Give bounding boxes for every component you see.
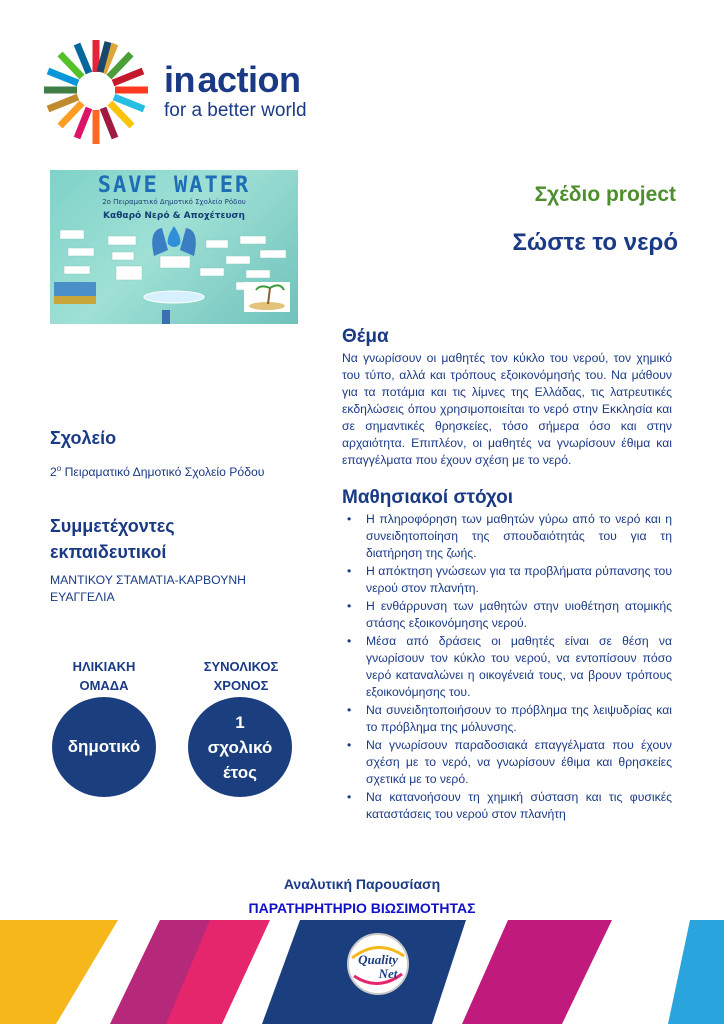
goal-text: Η ενθάρρυνση των μαθητών στην υιοθέτηση ατομικής στάσης εξοικονόμησης νερού.: [366, 599, 672, 630]
list-item: [347, 702, 672, 736]
project-title: Σώστε το νερό: [512, 229, 678, 256]
duration-value-line1: 1: [235, 712, 245, 732]
goal-text: Η πληροφόρηση των μαθητών γύρω από το νερό και η συνειδητοποίηση της σπουδαιότητάς του για τη διατήρηση της ζωής.: [366, 512, 672, 560]
school-heading: Σχολείο: [50, 428, 117, 448]
poster-strip: [162, 310, 170, 324]
duration-caption-line2: ΧΡΟΝΟΣ: [213, 678, 269, 693]
footer-presentation-label: Αναλυτική Παρουσίαση: [283, 876, 441, 892]
bullet-icon: •: [347, 512, 352, 526]
palm-island-icon: [244, 282, 290, 312]
duration-caption: [181, 657, 301, 695]
project-type-label: Σχέδιο project: [534, 183, 676, 206]
duration-caption-line1: ΣΥΝΟΛΙΚΟΣ: [203, 659, 279, 674]
school-name: [50, 460, 264, 481]
age-group-value: δημοτικό: [67, 737, 141, 756]
age-caption-line2: ΟΜΑΔΑ: [79, 678, 129, 693]
goal-text: Να κατανοήσουν τη χημική σύσταση και τις φυσικές καταστάσεις του νερού στον πλανήτη: [366, 790, 672, 821]
school-sup: ο: [56, 464, 62, 473]
bullet-icon: •: [347, 634, 352, 648]
goal-text: Η απόκτηση γνώσεων για τα προβλήματα ρύπανσης του νερού στον πλανήτη.: [366, 564, 672, 595]
footer-stripes: [0, 920, 724, 1024]
logo-title: [164, 59, 307, 100]
topic-heading: Θέμα: [342, 326, 389, 347]
goals-heading: Μαθησιακοί στόχοι: [342, 487, 513, 508]
logo-wordmark: [164, 59, 307, 122]
project-poster-image: [50, 170, 298, 324]
list-item: [347, 563, 672, 597]
hands-water-drop-icon: [152, 226, 196, 256]
right-column: [342, 326, 672, 824]
duration-value-line2: σχολικό: [207, 737, 273, 757]
list-item: [347, 633, 672, 701]
goal-text: Μέσα από δράσεις οι μαθητές είναι σε θέση να γνωρίσουν τον κύκλο του νερού, να εντοπίσουν πόσο νερό καταναλώνει η οικογένειά τους, να βρουν τρόπους εξοικονόμησης του.: [366, 634, 672, 699]
school-prefix: 2: [50, 465, 57, 480]
bullet-icon: •: [347, 599, 352, 613]
bullet-icon: •: [347, 790, 352, 804]
list-item: [347, 737, 672, 788]
list-item: [347, 598, 672, 632]
school-name-text: Πειραματικό Δημοτικό Σχολείο Ρόδου: [61, 465, 265, 480]
bullet-icon: •: [347, 564, 352, 578]
age-caption-line1: ΗΛΙΚΙΑΚΗ: [72, 659, 136, 674]
age-group-badge: [52, 697, 156, 797]
footer-observatory-label: ΠΑΡΑΤΗΡΗΤΗΡΙΟ ΒΙΩΣΙΜΟΤΗΤΑΣ: [248, 900, 476, 916]
badge-top-text: Quality: [358, 952, 398, 967]
teachers-heading-line1: Συμμετέχοντες: [50, 516, 175, 536]
stripe-magenta: [462, 920, 612, 1024]
stripe-yellow: [0, 920, 118, 1024]
teachers-heading: [50, 513, 300, 565]
goals-list: [342, 511, 672, 823]
teachers-names: [50, 572, 300, 606]
bullet-icon: •: [347, 738, 352, 752]
badge-bottom-text: Net: [378, 966, 398, 981]
duration-value-line3: έτος: [222, 762, 257, 782]
teachers-names-line2: ΕΥΑΓΓΕΛΙΑ: [50, 590, 115, 604]
logo-title-action: action: [197, 59, 301, 100]
goal-text: Να συνειδητοποιήσουν το πρόβλημα της λειψυδρίας και το πρόβλημα της μόλυνσης.: [366, 703, 672, 734]
poster-title: SAVE WATER: [97, 173, 251, 198]
logo-tagline: for a better world: [164, 100, 307, 121]
duration-badge: [188, 697, 292, 797]
topic-text: Να γνωρίσουν οι μαθητές τον κύκλο του νερού, τον χημικό του τύπο, αλλά και τρόπους εξοικονόμησής του. Να μάθουν για τα ποτάμια και τις λίμνες της Ελλάδας, τις λατρευτικές εκδηλώσεις όπου χρησιμοποιείται το νερό στην Εκκλησία και σε σημαντικές θρησκείες, τόσο σήμερα όσο και στην αρχαιότητα. Επιπλέον, οι μαθητές να γνωρίσουν έθιμα και επαγγέλματα που έχουν σχέση με το νερό.: [342, 351, 672, 467]
logo-title-in: in: [164, 59, 195, 100]
list-item: [347, 511, 672, 562]
poster-ellipse: [144, 291, 204, 303]
poster-landscape-ground: [54, 296, 96, 304]
age-group-caption: [44, 657, 164, 695]
teachers-heading-line2: εκπαιδευτικοί: [50, 542, 167, 562]
stripe-cyan: [668, 920, 724, 1024]
poster-subtitle: Καθαρό Νερό & Αποχέτευση: [103, 211, 245, 221]
qualitynet-badge-icon: [348, 934, 408, 994]
logo-sunburst-icon: [40, 36, 152, 148]
teachers-names-line1: ΜΑΝΤΙΚΟΥ ΣΤΑΜΑΤΙΑ-ΚΑΡΒΟΥΝΗ: [50, 573, 246, 587]
goal-text: Να γνωρίσουν παραδοσιακά επαγγέλματα που έχουν σχέση με το νερό, να γνωρίσουν έθιμα και θρησκείες σχετικά με το νερό.: [366, 738, 672, 786]
bullet-icon: •: [347, 703, 352, 717]
list-item: [347, 789, 672, 823]
poster-school-line: 2ο Πειραματικό Δημοτικό Σχολείο Ρόδου: [102, 198, 246, 206]
